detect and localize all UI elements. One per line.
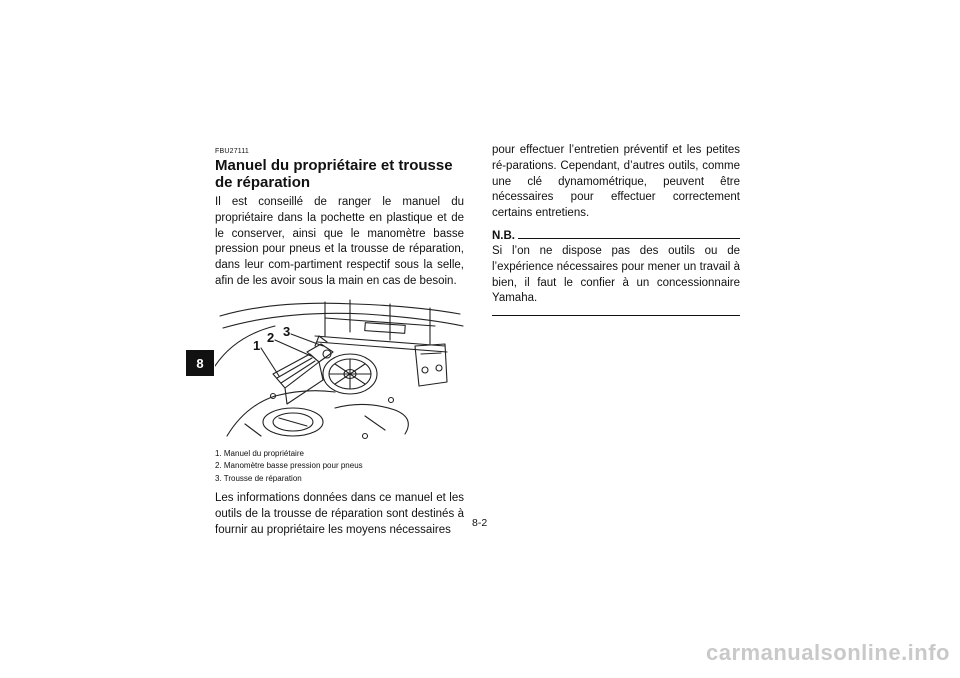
under-seat-drawing [215,296,464,444]
note-text: Si l’on ne dispose pas des outils ou de l’expérience nécessaires pour mener un travail à bien, il faut le confier à un concessionnaire Yamaha. [492,244,740,305]
note-label: N.B. [492,229,515,242]
note-rule [518,238,740,239]
section-title: Manuel du propriétaire et trousse de réparation [215,157,453,191]
site-watermark: carmanualsonline.info [706,640,950,665]
section-code: FBU27111 [215,148,250,155]
figure-legend [215,448,464,486]
note-block [492,230,740,316]
right-column [492,143,740,316]
note-end-rule [492,315,740,316]
callout-3: 3 [283,323,291,339]
legend-item: 1. Manuel du propriétaire [215,448,304,458]
intro-paragraph: Il est conseillé de ranger le manuel du propriétaire dans la pochette en plastique et de le conserver, ainsi que le manomètre basse pression pour pneus et la trousse de réparation, dans leur com-partiment respectif sous la selle, afin de les avoir sous la main en cas de besoin. [215,196,464,287]
chapter-number: 8 [196,355,204,371]
callout-1: 1 [253,337,261,353]
page-number: 8-2 [472,517,488,529]
storage-illustration [215,296,464,444]
callout-2: 2 [267,329,275,345]
legend-item: 3. Trousse de réparation [215,473,302,483]
body-paragraph-right: pour effectuer l’entretien préventif et les petites ré-parations. Cependant, d’autres outils, comme une clé dynamométrique, peuvent être nécessaires pour effectuer correctement certains entretiens. [492,144,740,220]
chapter-tab [186,350,214,376]
body-paragraph-left: Les informations données dans ce manuel et les outils de la trousse de réparation sont destinés à fournir au propriétaire les moyens nécessaires [215,492,464,536]
left-column [215,148,464,539]
legend-item: 2. Manomètre basse pression pour pneus [215,461,363,471]
